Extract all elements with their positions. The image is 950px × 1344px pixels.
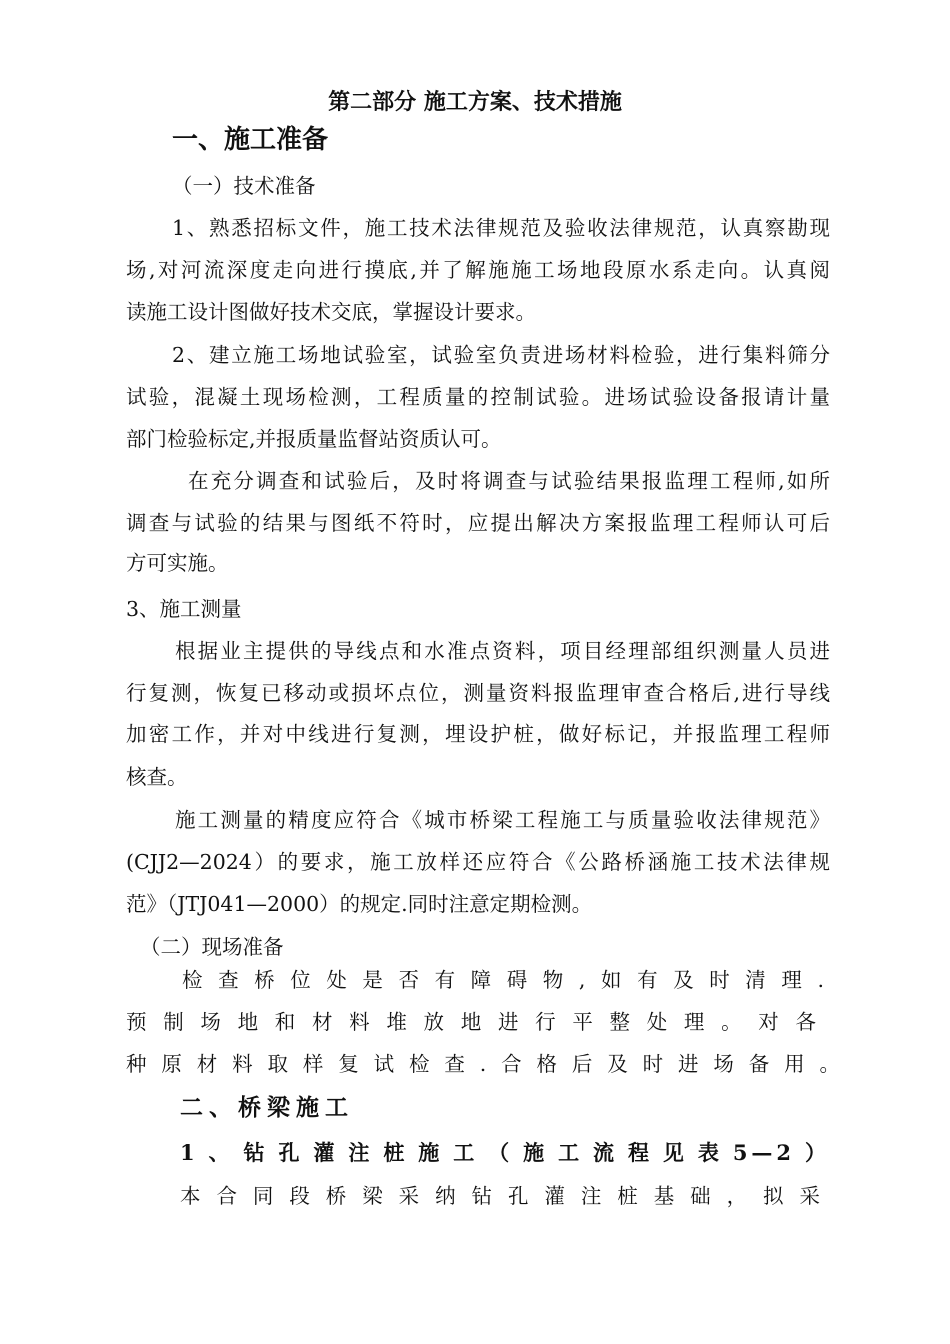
paragraph-line: 种原材料取样复试检查.合格后及时进场备用。 — [126, 1052, 850, 1076]
paragraph-line: 施工测量的精度应符合《城市桥梁工程施工与质量验收法律规范》 — [175, 808, 830, 832]
paragraph-line: 本合同段桥梁采纳钻孔灌注桩基础，拟采 — [180, 1184, 830, 1208]
paragraph-line: 读施工设计图做好技术交底，掌握设计要求。 — [126, 300, 536, 324]
paragraph-line: 场,对河流深度走向进行摸底,并了解施施工场地段原水系走向。认真阅 — [126, 258, 830, 282]
paragraph-line: 加密工作，并对中线进行复测，埋设护桩，做好标记，并报监理工程师 — [126, 722, 830, 746]
paragraph-line: 在充分调查和试验后，及时将调查与试验结果报监理工程师,如所 — [188, 469, 830, 493]
paragraph-line: 预制场地和材料堆放地进行平整处理。对各 — [126, 1010, 826, 1034]
paragraph-line: 范》（JTJ041—2000）的规定.同时注意定期检测。 — [126, 892, 593, 916]
paragraph-line: (CJJ2—2024）的要求，施工放样还应符合《公路桥涵施工技术法律规 — [126, 850, 830, 874]
paragraph-line: 根据业主提供的导线点和水准点资料，项目经理部组织测量人员进 — [175, 639, 830, 663]
paragraph-line: 调查与试验的结果与图纸不符时，应提出解决方案报监理工程师认可后 — [126, 511, 830, 535]
paragraph-line: 2、建立施工场地试验室，试验室负责进场材料检验，进行集料筛分 — [172, 343, 830, 367]
paragraph-line: 1、熟悉招标文件，施工技术法律规范及验收法律规范，认真察勘现 — [172, 216, 830, 240]
page-title: 第二部分 施工方案、技术措施 — [328, 89, 622, 115]
paragraph-line: 行复测，恢复已移动或损坏点位，测量资料报监理审查合格后,进行导线 — [126, 681, 830, 705]
subsection-heading-3: 3、施工测量 — [126, 597, 242, 621]
paragraph-line: 方可实施。 — [126, 551, 229, 575]
paragraph-line: 部门检验标定,并报质量监督站资质认可。 — [126, 427, 502, 451]
paragraph-line: 核查。 — [126, 765, 188, 789]
section-heading-2: 二、桥梁施工 — [180, 1094, 354, 1121]
paragraph-line: 试验，混凝土现场检测，工程质量的控制试验。进场试验设备报请计量 — [126, 385, 830, 409]
paragraph-line: 检查桥位处是否有障碍物,如有及时清理. — [182, 968, 834, 992]
subsection-heading-bridge-1: 1、钻孔灌注桩施工（施工流程见表5—2） — [180, 1140, 830, 1165]
section-heading-1: 一、施工准备 — [172, 125, 329, 155]
subsection-heading-1: （一）技术准备 — [172, 174, 316, 198]
subsection-heading-2: （二）现场准备 — [140, 935, 284, 959]
